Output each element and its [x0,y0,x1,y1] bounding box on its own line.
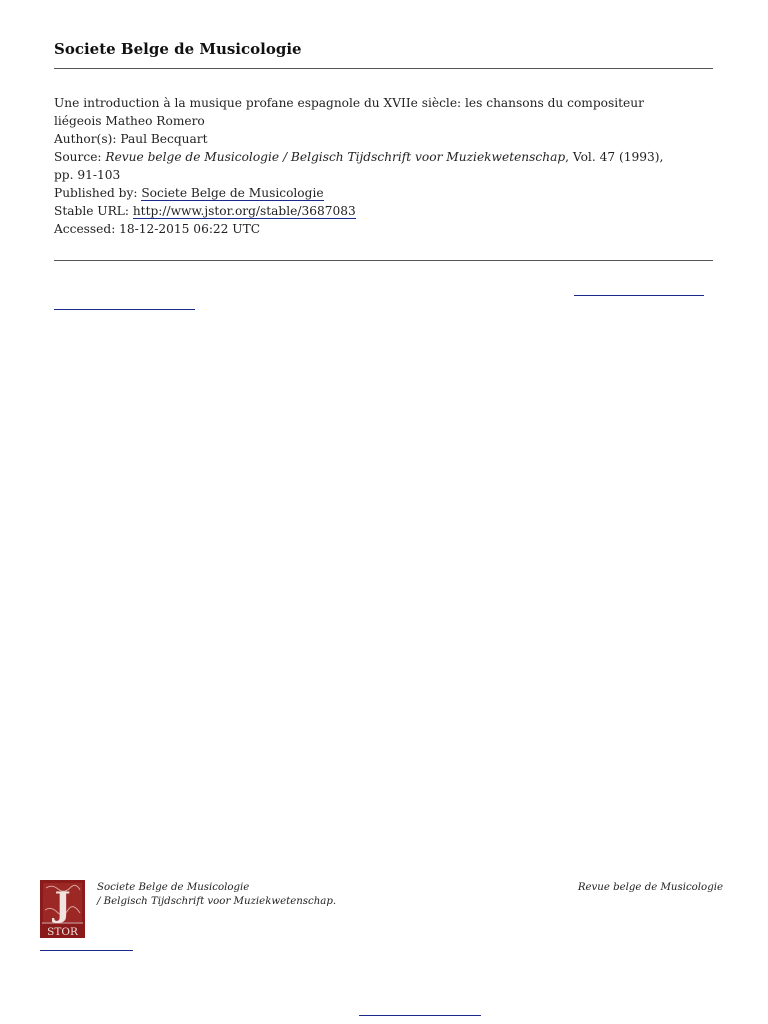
published-by-line [54,184,724,202]
footer-left-line-2: / Belgisch Tijdschrift voor Muziekwetenschap. [97,896,337,907]
authors-line [54,130,724,148]
article-title-line-2: liégeois Matheo Romero [54,114,205,128]
source-journal: Revue belge de Musicologie / Belgisch Tijdschrift voor Muziekwetenschap [105,150,566,164]
stable-url-label: Stable URL: [54,204,133,218]
blank-link-3[interactable] [40,950,133,951]
footer-publisher [97,881,336,909]
blank-link-2[interactable] [54,309,195,310]
jstor-logo-icon[interactable] [40,880,85,938]
authors-value: Paul Becquart [120,132,208,146]
source-label: Source: [54,150,106,164]
footer-left-line-1: Societe Belge de Musicologie [97,882,250,893]
blank-link-4[interactable] [359,1015,481,1016]
article-title-line-1: Une introduction à la musique profane espagnole du XVIIe siècle: les chansons du compositeur [54,96,644,110]
metadata-divider [54,260,713,261]
article-metadata [54,94,724,238]
authors-label: Author(s): [54,132,121,146]
logo-text: STOR [47,926,78,938]
source-pages-line: pp. 91-103 [54,168,121,182]
blank-link-1[interactable] [574,295,704,296]
footer-right-line-1: Revue belge de Musicologie [577,882,723,893]
source-line [54,148,724,166]
logo-letter: J [54,885,71,925]
accessed-line: Accessed: 18-12-2015 06:22 UTC [54,222,261,236]
header-divider [54,68,713,69]
stable-url-line [54,202,724,220]
published-by-link[interactable]: Societe Belge de Musicologie [141,186,324,200]
footer-journal [578,881,723,895]
published-by-label: Published by: [54,186,142,200]
publisher-title: Societe Belge de Musicologie [54,40,302,58]
source-volume: , Vol. 47 (1993), [565,150,664,164]
jstor-logo-graphic [40,880,85,938]
stable-url-link[interactable]: http://www.jstor.org/stable/3687083 [132,204,356,218]
